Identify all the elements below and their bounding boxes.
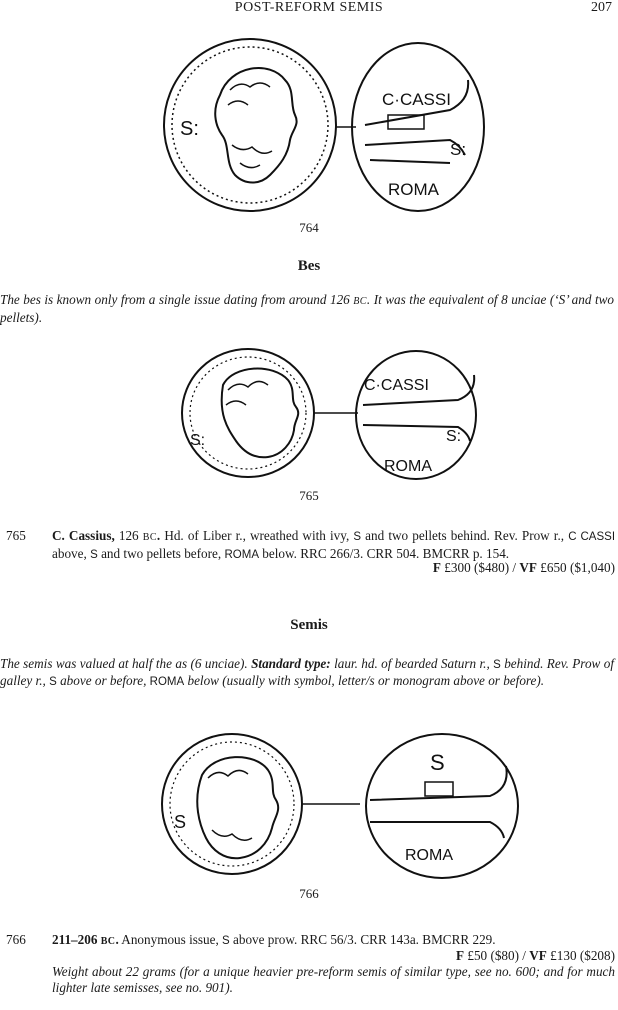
- entry-text: and two pellets before,: [97, 546, 225, 561]
- moneyer-name: C. Cassius,: [52, 528, 115, 543]
- section-intro-bes: [0, 292, 614, 326]
- page-number: 207: [591, 0, 612, 15]
- mark-text: S:: [450, 140, 467, 159]
- price-line: [52, 948, 615, 964]
- running-header: POST-REFORM SEMIS: [234, 0, 384, 15]
- obverse-coin: [182, 349, 314, 477]
- entry-text: Anonymous issue,: [118, 932, 223, 947]
- legend-glyph: S: [49, 676, 57, 688]
- section-intro-semis: [0, 656, 614, 690]
- intro-text: below (usually with symbol, letter/s or monogram above or before).: [184, 673, 545, 688]
- mark-text: S:: [446, 428, 462, 445]
- price-line: [52, 560, 615, 576]
- figure-caption: 765: [299, 488, 319, 503]
- section-heading-semis: Semis: [290, 617, 328, 633]
- intro-text: behind. Rev. Prow of galley r.,: [0, 656, 614, 688]
- coin-figure-764: [160, 35, 490, 220]
- coin-legend: C CASSI: [568, 531, 616, 543]
- price-value: £130 ($208): [546, 948, 615, 963]
- legend-glyph: S: [222, 935, 230, 947]
- coin-figure-765: [178, 345, 478, 485]
- era-label: BC: [142, 532, 157, 543]
- intro-text: The bes is known only from a single issue dating from around 126: [0, 292, 354, 307]
- legend-text: C·CASSI: [382, 90, 451, 109]
- legend-text: C·CASSI: [364, 377, 429, 394]
- legend-text: S: [430, 750, 445, 775]
- coin-legend: ROMA: [224, 549, 259, 561]
- figure-caption: 766: [299, 886, 319, 901]
- mark-text: S: [174, 812, 187, 832]
- legend-glyph: S: [493, 659, 501, 671]
- reverse-coin: [366, 734, 518, 878]
- intro-emphasis: Standard type:: [251, 656, 331, 671]
- price-value: £50 ($80) /: [464, 948, 530, 963]
- price-value: £650 ($1,040): [536, 560, 615, 575]
- grade-label: F: [456, 948, 465, 963]
- punctuation: .: [115, 932, 119, 947]
- mark-text: S:: [190, 432, 206, 449]
- intro-text: laur. hd. of bearded Saturn r.,: [330, 656, 494, 671]
- entry-text: above prow. RRC 56/3. CRR 143a. BMCRR 229.: [229, 932, 496, 947]
- entry-text: Hd. of Liber r., wreathed with ivy,: [160, 528, 354, 543]
- entry-text: below. RRC 266/3. CRR 504. BMCRR p. 154.: [258, 546, 510, 561]
- punctuation: .: [156, 528, 161, 543]
- legend-glyph: S: [353, 531, 362, 543]
- entry-date: 126: [114, 528, 143, 543]
- section-heading-bes: Bes: [297, 258, 321, 274]
- exergue-text: ROMA: [384, 458, 432, 475]
- figure-caption: 764: [299, 220, 319, 235]
- obverse-coin: [162, 734, 302, 874]
- coin-figure-766: [160, 730, 520, 880]
- reverse-coin: [356, 351, 476, 479]
- coin-legend: ROMA: [149, 676, 185, 688]
- entry-note: Weight about 22 grams (for a unique heavier pre-reform semis of similar type, see no. 600; and for much lighter late semisses, see no. 901).: [52, 964, 615, 995]
- legend-glyph: S: [90, 549, 98, 561]
- entry-text: above,: [52, 546, 91, 561]
- catalogue-number: 766: [6, 932, 26, 947]
- entry-text: and two pellets behind. Rev. Prow r.,: [361, 528, 569, 543]
- mark-text: S:: [180, 118, 199, 140]
- intro-text: The semis was valued at half the as (6 unciae).: [0, 656, 252, 671]
- era-label: BC: [353, 296, 367, 307]
- grade-label: VF: [519, 560, 537, 575]
- obverse-coin: [164, 39, 336, 211]
- exergue-text: ROMA: [388, 180, 439, 199]
- catalogue-number: 765: [6, 528, 26, 543]
- intro-text: above or before,: [56, 673, 150, 688]
- grade-label: VF: [529, 948, 547, 963]
- intro-text: . It was the equivalent of 8 unciae (‘S’ and two pellets).: [0, 292, 615, 325]
- catalogue-entry-765: [52, 528, 615, 563]
- reverse-coin: [352, 43, 484, 211]
- exergue-text: ROMA: [405, 847, 453, 864]
- grade-label: F: [432, 560, 441, 575]
- entry-date: 211–206: [52, 932, 101, 947]
- price-value: £300 ($480) /: [440, 560, 520, 575]
- era-label: BC: [100, 936, 116, 947]
